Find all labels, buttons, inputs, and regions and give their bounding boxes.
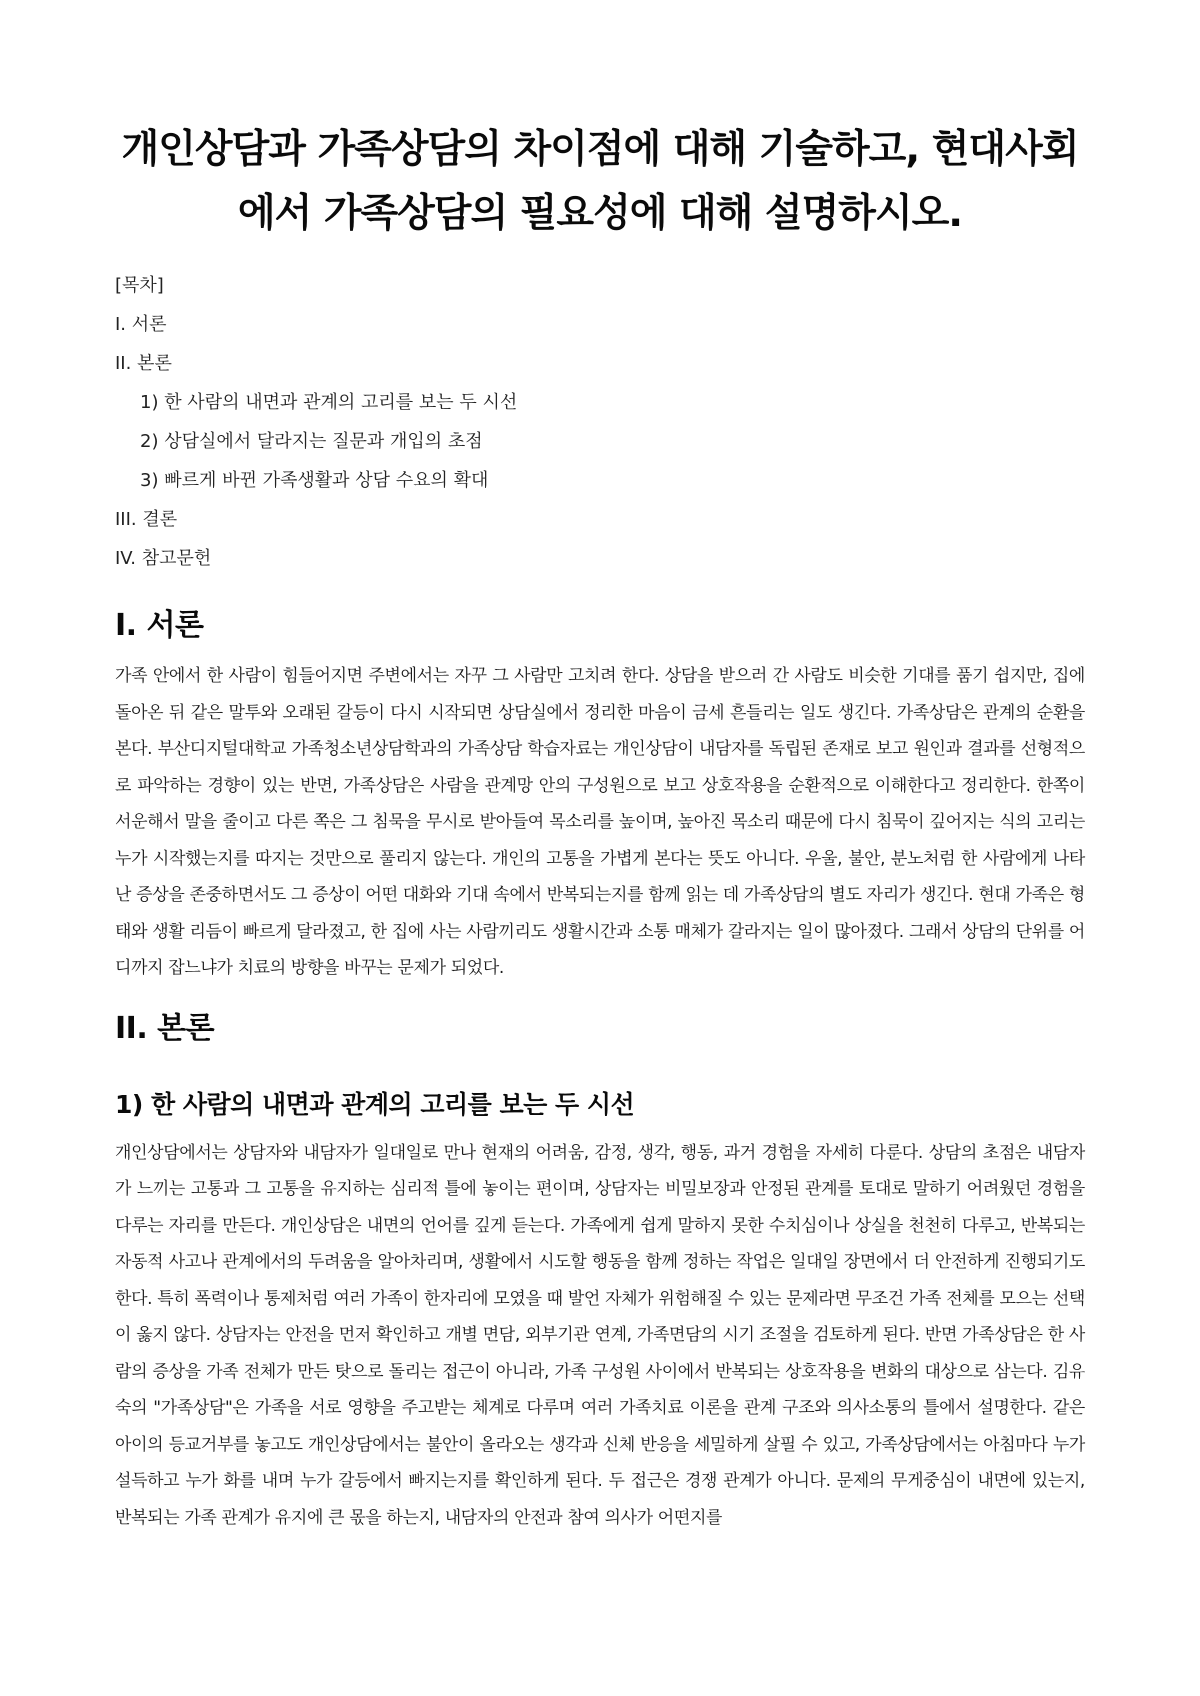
toc-item-references: IV. 참고문헌 xyxy=(115,548,212,569)
toc-heading: [목차] xyxy=(115,275,164,296)
document-page xyxy=(115,0,1085,1536)
section-heading-intro: I. 서론 xyxy=(115,608,204,643)
subsection-1-paragraph: 개인상담에서는 상담자와 내담자가 일대일로 만나 현재의 어려움, 감정, 생각, 행동, 과거 경험을 자세히 다룬다. 상담의 초점은 내담자가 느끼는 고통과 그 고통을 유지하는 심리적 틀에 놓이는 편이며, 상담자는 비밀보장과 안정된 관계를 토대로 말하기 어려웠던 경험을 다루는 자리를 만든다. 개인상담은 내면의 언어를 깊게 듣는다. 가족에게 쉽게 말하지 못한 수치심이나 상실을 천천히 다루고, 반복되는 자동적 사고나 관계에서의 두려움을 알아차리며, 생활에서 시도할 행동을 함께 정하는 작업은 일대일 장면에서 더 안전하게 진행되기도 한다. 특히 폭력이나 통제처럼 여러 가족이 한자리에 모였을 때 발언 자체가 위험해질 수 있는 문제라면 무조건 가족 전체를 모으는 선택이 옳지 않다. 상담자는 안전을 먼저 확인하고 개별 면담, 외부기관 연계, 가족면담의 시기 조절을 검토하게 된다. 반면 가족상담은 한 사람의 증상을 가족 전체가 만든 탓으로 돌리는 접근이 아니라, 가족 구성원 사이에서 반복되는 상호작용을 변화의 대상으로 삼는다. 김유숙의 "가족상담"은 가족을 서로 영향을 주고받는 체계로 다루며 여러 가족치료 이론을 관계 구조와 의사소통의 틀에서 설명한다. 같은 아이의 등교거부를 놓고도 개인상담에서는 불안이 올라오는 생각과 신체 반응을 세밀하게 살필 수 있고, 가족상담에서는 아침마다 누가 설득하고 누가 화를 내며 누가 갈등에서 빠지는지를 확인하게 된다. 두 접근은 경쟁 관계가 아니다. 문제의 무게중심이 내면에 있는지, 반복되는 가족 관계가 유지에 큰 몫을 하는지, 내담자의 안전과 참여 의사가 어떤지를 xyxy=(115,1142,1085,1528)
document-title: 개인상담과 가족상담의 차이점에 대해 기술하고, 현대사회에서 가족상담의 필요성에 대해 설명하시오. xyxy=(121,127,1079,236)
toc-item-conclusion: III. 결론 xyxy=(115,509,178,530)
subsection-heading-1: 1) 한 사람의 내면과 관계의 고리를 보는 두 시선 xyxy=(115,1089,635,1119)
toc-item-body-1: 1) 한 사람의 내면과 관계의 고리를 보는 두 시선 xyxy=(140,392,518,413)
table-of-contents xyxy=(115,266,1085,578)
toc-item-intro: I. 서론 xyxy=(115,314,167,335)
toc-item-body: II. 본론 xyxy=(115,353,172,374)
toc-item-body-3: 3) 빠르게 바뀐 가족생활과 상담 수요의 확대 xyxy=(140,470,489,491)
intro-paragraph: 가족 안에서 한 사람이 힘들어지면 주변에서는 자꾸 그 사람만 고치려 한다. 상담을 받으러 간 사람도 비슷한 기대를 품기 쉽지만, 집에 돌아온 뒤 같은 말투와 오래된 갈등이 다시 시작되면 상담실에서 정리한 마음이 금세 흔들리는 일도 생긴다. 가족상담은 관계의 순환을 본다. 부산디지털대학교 가족청소년상담학과의 가족상담 학습자료는 개인상담이 내담자를 독립된 존재로 보고 원인과 결과를 선형적으로 파악하는 경향이 있는 반면, 가족상담은 사람을 관계망 안의 구성원으로 보고 상호작용을 순환적으로 이해한다고 정리한다. 한쪽이 서운해서 말을 줄이고 다른 쪽은 그 침묵을 무시로 받아들여 목소리를 높이며, 높아진 목소리 때문에 다시 침묵이 깊어지는 식의 고리는 누가 시작했는지를 따지는 것만으로 풀리지 않는다. 개인의 고통을 가볍게 본다는 뜻도 아니다. 우울, 불안, 분노처럼 한 사람에게 나타난 증상을 존중하면서도 그 증상이 어떤 대화와 기대 속에서 반복되는지를 함께 읽는 데 가족상담의 별도 자리가 생긴다. 현대 가족은 형태와 생활 리듬이 빠르게 달라졌고, 한 집에 사는 사람끼리도 생활시간과 소통 매체가 갈라지는 일이 많아졌다. 그래서 상담의 단위를 어디까지 잡느냐가 치료의 방향을 바꾸는 문제가 되었다. xyxy=(115,666,1085,978)
section-heading-body: II. 본론 xyxy=(115,1010,215,1046)
toc-item-body-2: 2) 상담실에서 달라지는 질문과 개입의 초점 xyxy=(140,431,483,452)
